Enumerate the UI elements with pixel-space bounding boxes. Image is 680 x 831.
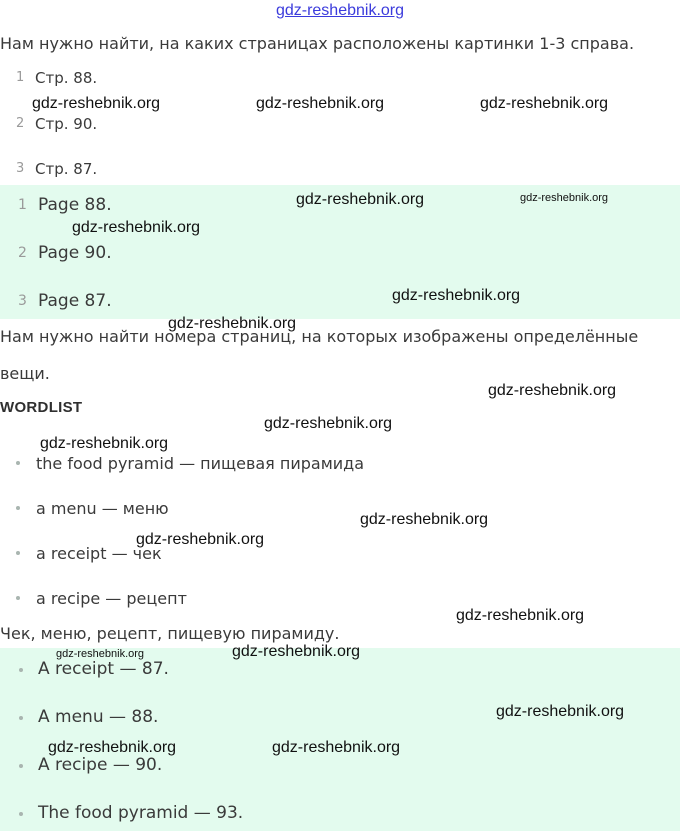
bullet-icon bbox=[16, 551, 20, 555]
watermark: gdz-reshebnik.org bbox=[56, 648, 145, 660]
answer-text: A recipe — 90. bbox=[38, 755, 163, 775]
list-number: 2 bbox=[16, 116, 25, 131]
watermark: gdz-reshebnik.org bbox=[520, 192, 609, 204]
bullet-icon bbox=[19, 764, 23, 768]
list-text: Стр. 87. bbox=[35, 160, 98, 178]
watermark: gdz-reshebnik.org bbox=[32, 95, 161, 112]
watermark: gdz-reshebnik.org bbox=[488, 382, 617, 399]
task2-translation: Чек, меню, рецепт, пищевую пирамиду. bbox=[0, 624, 340, 643]
bullet-icon bbox=[16, 461, 20, 465]
watermark: gdz-reshebnik.org bbox=[232, 643, 361, 660]
watermark: gdz-reshebnik.org bbox=[256, 95, 385, 112]
list-text: Page 87. bbox=[38, 291, 112, 311]
list-number: 1 bbox=[18, 197, 27, 213]
watermark: gdz-reshebnik.org bbox=[40, 435, 169, 452]
watermark: gdz-reshebnik.org bbox=[456, 607, 585, 624]
site-link[interactable]: gdz-reshebnik.org bbox=[275, 2, 405, 19]
list-number: 3 bbox=[16, 161, 25, 176]
list-text: Page 90. bbox=[38, 243, 112, 263]
bullet-icon bbox=[19, 668, 23, 672]
watermark: gdz-reshebnik.org bbox=[136, 531, 265, 548]
task1-intro: Нам нужно найти, на каких страницах расположены картинки 1-3 справа. bbox=[0, 34, 635, 53]
watermark: gdz-reshebnik.org bbox=[296, 191, 425, 208]
list-text: Стр. 88. bbox=[35, 69, 98, 87]
list-number: 3 bbox=[18, 293, 27, 309]
watermark: gdz-reshebnik.org bbox=[480, 95, 609, 112]
watermark: gdz-reshebnik.org bbox=[496, 703, 625, 720]
bullet-icon bbox=[19, 716, 23, 720]
task2-intro-line2: вещи. bbox=[0, 364, 50, 383]
task2-intro-line1: Нам нужно найти номера страниц, на которых изображены определённые bbox=[0, 327, 639, 346]
wordlist-text: a recipe — рецепт bbox=[36, 589, 187, 608]
answer-text: A menu — 88. bbox=[38, 707, 159, 727]
wordlist-text: a receipt — чек bbox=[36, 544, 162, 563]
answer-text: A receipt — 87. bbox=[38, 659, 169, 679]
watermark: gdz-reshebnik.org bbox=[72, 219, 201, 236]
list-number: 2 bbox=[18, 245, 27, 261]
list-number: 1 bbox=[16, 70, 25, 85]
answer-text: The food pyramid — 93. bbox=[38, 803, 244, 823]
bullet-icon bbox=[16, 506, 20, 510]
wordlist-text: the food pyramid — пищевая пирамида bbox=[36, 454, 365, 473]
bullet-icon bbox=[19, 812, 23, 816]
list-text: Стр. 90. bbox=[35, 115, 98, 133]
watermark: gdz-reshebnik.org bbox=[264, 415, 393, 432]
watermark: gdz-reshebnik.org bbox=[392, 287, 521, 304]
wordlist-text: a menu — меню bbox=[36, 499, 169, 518]
watermark: gdz-reshebnik.org bbox=[360, 511, 489, 528]
watermark: gdz-reshebnik.org bbox=[48, 739, 177, 756]
wordlist-heading: WORDLIST bbox=[0, 399, 83, 416]
bullet-icon bbox=[16, 596, 20, 600]
watermark: gdz-reshebnik.org bbox=[168, 315, 297, 332]
watermark: gdz-reshebnik.org bbox=[272, 739, 401, 756]
list-text: Page 88. bbox=[38, 195, 112, 215]
